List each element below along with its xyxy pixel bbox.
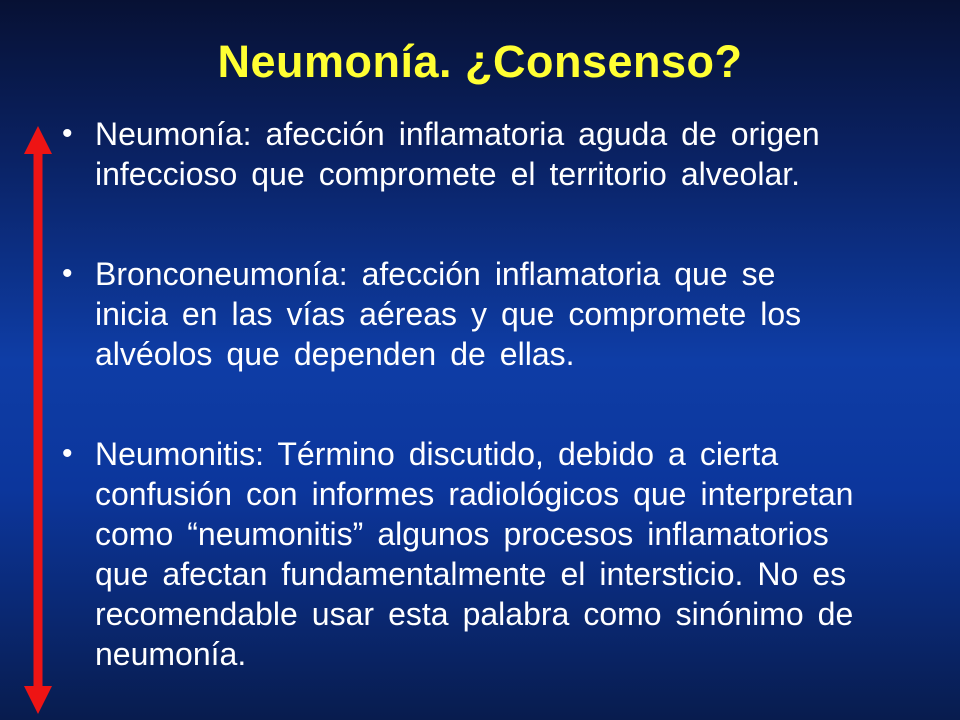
bullet-list — [62, 114, 942, 674]
slide-title: Neumonía. ¿Consenso? — [217, 36, 743, 87]
bullet-line: Bronconeumonía: afección inflamatoria que se — [95, 256, 776, 292]
bullet-line: que afectan fundamentalmente el intersticio. No es — [95, 556, 847, 592]
bullet-line: inicia en las vías aéreas y que compromete los — [95, 296, 802, 332]
bullet-marker: • — [62, 117, 73, 150]
bullet-item — [62, 434, 942, 674]
bullet-line: neumonía. — [95, 636, 247, 672]
vertical-double-arrow-icon — [20, 122, 56, 718]
bullet-item — [62, 254, 942, 374]
bullet-line: Neumonía: afección inflamatoria aguda de origen — [95, 116, 820, 152]
bullet-marker: • — [62, 437, 73, 470]
bullet-text — [95, 114, 942, 194]
bullet-line: Neumonitis: Término discutido, debido a cierta — [95, 436, 779, 472]
bullet-item — [62, 114, 942, 194]
bullet-marker: • — [62, 257, 73, 290]
bullet-text — [95, 254, 942, 374]
bullet-line: confusión con informes radiológicos que interpretan — [95, 476, 854, 512]
bullet-text — [95, 434, 942, 674]
bullet-line: alvéolos que dependen de ellas. — [95, 336, 575, 372]
bullet-line: recomendable usar esta palabra como sinónimo de — [95, 596, 854, 632]
bullet-line: infeccioso que compromete el territorio alveolar. — [95, 156, 801, 192]
bullet-line: como “neumonitis” algunos procesos inflamatorios — [95, 516, 829, 552]
